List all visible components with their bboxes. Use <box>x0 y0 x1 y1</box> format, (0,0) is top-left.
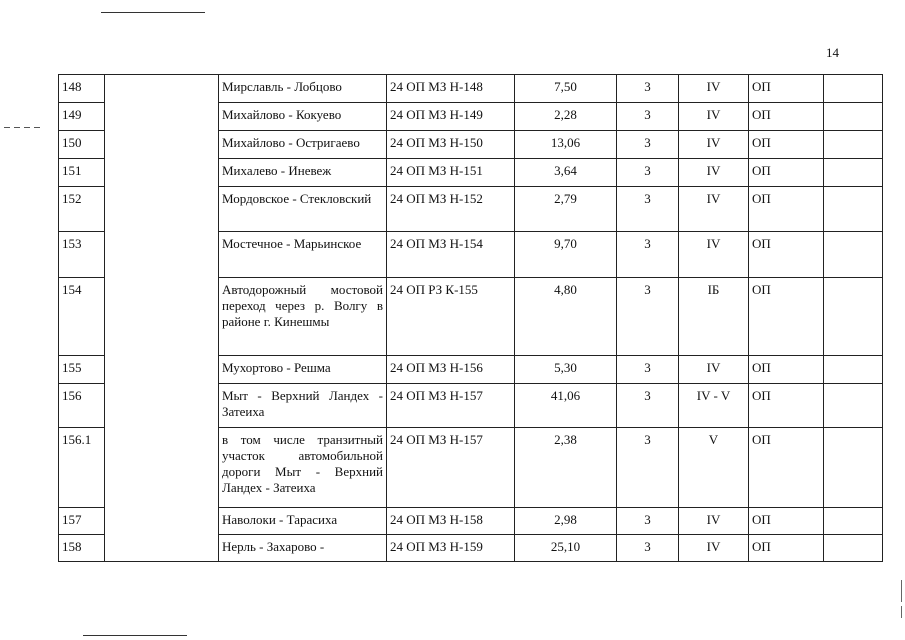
road-length: 9,70 <box>515 232 617 278</box>
road-category: IV <box>679 508 749 535</box>
table-row <box>59 75 883 103</box>
road-category: IV <box>679 75 749 103</box>
road-code: 24 ОП МЗ Н-148 <box>387 75 515 103</box>
road-category: IV <box>679 131 749 159</box>
empty-cell <box>824 159 883 187</box>
road-purpose: ОП <box>749 384 824 428</box>
empty-cell <box>824 384 883 428</box>
road-purpose: ОП <box>749 159 824 187</box>
road-purpose: ОП <box>749 187 824 232</box>
empty-cell <box>824 232 883 278</box>
road-lanes: 3 <box>617 278 679 356</box>
road-length: 13,06 <box>515 131 617 159</box>
road-length: 5,30 <box>515 356 617 384</box>
road-lanes: 3 <box>617 187 679 232</box>
road-name: Мухортово - Решма <box>219 356 387 384</box>
road-length: 2,98 <box>515 508 617 535</box>
road-length: 2,38 <box>515 428 617 508</box>
road-code: 24 ОП МЗ Н-152 <box>387 187 515 232</box>
road-length: 25,10 <box>515 535 617 562</box>
row-number: 156.1 <box>59 428 105 508</box>
road-name: Михайлово - Кокуево <box>219 103 387 131</box>
road-purpose: ОП <box>749 232 824 278</box>
road-name: Мирславль - Лобцово <box>219 75 387 103</box>
road-name: Мордовское - Стекловский <box>219 187 387 232</box>
page-number: 14 <box>826 45 839 60</box>
row-number: 154 <box>59 278 105 356</box>
road-lanes: 3 <box>617 384 679 428</box>
row-number: 155 <box>59 356 105 384</box>
road-lanes: 3 <box>617 75 679 103</box>
road-code: 24 ОП МЗ Н-158 <box>387 508 515 535</box>
empty-cell <box>824 535 883 562</box>
empty-cell <box>824 103 883 131</box>
road-category: IV <box>679 159 749 187</box>
road-name: в том числе транзитный участок автомобильной дороги Мыт - Верхний Ландех - Затеиха <box>219 428 387 508</box>
empty-cell <box>824 131 883 159</box>
road-category: IБ <box>679 278 749 356</box>
empty-cell <box>824 278 883 356</box>
road-code: 24 ОП РЗ К-155 <box>387 278 515 356</box>
road-purpose: ОП <box>749 508 824 535</box>
road-purpose: ОП <box>749 356 824 384</box>
row-number: 157 <box>59 508 105 535</box>
road-lanes: 3 <box>617 356 679 384</box>
road-purpose: ОП <box>749 428 824 508</box>
road-code: 24 ОП МЗ Н-154 <box>387 232 515 278</box>
road-length: 2,79 <box>515 187 617 232</box>
road-category: IV <box>679 103 749 131</box>
road-lanes: 3 <box>617 159 679 187</box>
road-category: IV <box>679 232 749 278</box>
scan-artifact-line <box>83 635 187 636</box>
road-purpose: ОП <box>749 278 824 356</box>
road-name: Автодорожный мостовой переход через р. Волгу в районе г. Кинешмы <box>219 278 387 356</box>
road-category: IV <box>679 356 749 384</box>
road-lanes: 3 <box>617 535 679 562</box>
road-code: 24 ОП МЗ Н-149 <box>387 103 515 131</box>
scan-artifact-dashes <box>4 127 44 128</box>
road-lanes: 3 <box>617 131 679 159</box>
road-code: 24 ОП МЗ Н-156 <box>387 356 515 384</box>
scan-artifact-edge <box>901 606 902 618</box>
road-code: 24 ОП МЗ Н-157 <box>387 384 515 428</box>
empty-cell <box>824 508 883 535</box>
road-category: IV - V <box>679 384 749 428</box>
row-number: 158 <box>59 535 105 562</box>
road-length: 2,28 <box>515 103 617 131</box>
road-name: Наволоки - Тарасиха <box>219 508 387 535</box>
road-purpose: ОП <box>749 535 824 562</box>
road-category: IV <box>679 187 749 232</box>
table-body <box>59 75 883 562</box>
road-name: Михайлово - Остригаево <box>219 131 387 159</box>
road-length: 3,64 <box>515 159 617 187</box>
road-name: Мостечное - Марьинское <box>219 232 387 278</box>
merged-region-cell <box>105 75 219 562</box>
row-number: 149 <box>59 103 105 131</box>
scan-artifact-line <box>101 12 205 13</box>
road-code: 24 ОП МЗ Н-159 <box>387 535 515 562</box>
road-lanes: 3 <box>617 508 679 535</box>
road-name: Михалево - Иневеж <box>219 159 387 187</box>
road-lanes: 3 <box>617 232 679 278</box>
road-lanes: 3 <box>617 103 679 131</box>
scan-artifact-edge <box>901 580 902 602</box>
road-code: 24 ОП МЗ Н-151 <box>387 159 515 187</box>
row-number: 148 <box>59 75 105 103</box>
empty-cell <box>824 187 883 232</box>
road-lanes: 3 <box>617 428 679 508</box>
roads-table <box>58 74 883 562</box>
row-number: 150 <box>59 131 105 159</box>
road-purpose: ОП <box>749 75 824 103</box>
road-length: 7,50 <box>515 75 617 103</box>
row-number: 156 <box>59 384 105 428</box>
road-category: V <box>679 428 749 508</box>
road-name: Нерль - Захарово - <box>219 535 387 562</box>
empty-cell <box>824 428 883 508</box>
road-purpose: ОП <box>749 131 824 159</box>
empty-cell <box>824 75 883 103</box>
empty-cell <box>824 356 883 384</box>
road-length: 41,06 <box>515 384 617 428</box>
row-number: 153 <box>59 232 105 278</box>
row-number: 152 <box>59 187 105 232</box>
road-purpose: ОП <box>749 103 824 131</box>
road-length: 4,80 <box>515 278 617 356</box>
road-name: Мыт - Верхний Ландех - Затеиха <box>219 384 387 428</box>
row-number: 151 <box>59 159 105 187</box>
road-code: 24 ОП МЗ Н-150 <box>387 131 515 159</box>
road-code: 24 ОП МЗ Н-157 <box>387 428 515 508</box>
road-category: IV <box>679 535 749 562</box>
